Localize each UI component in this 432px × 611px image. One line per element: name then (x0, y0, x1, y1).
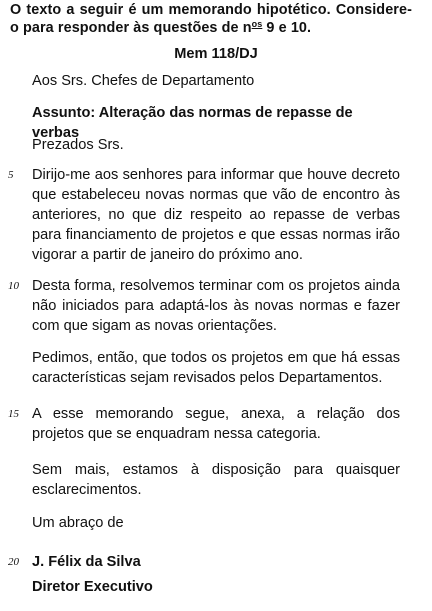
memo-paragraph: Pedimos, então, que todos os projetos em que há essas características sejam revisados pelos Departamentos. (32, 350, 400, 386)
instructions-text-end: 9 e 10. (262, 20, 312, 36)
memo-subject: Assunto: Alteração das normas de repasse de verbas (32, 105, 353, 141)
memo-paragraph: Dirijo-me aos senhores para informar que houve decreto que estabeleceu novas normas que vão de encontro às anteriores, no que diz respeito ao repasse de verbas para financiamento de projetos e que essas normas irão vigorar a partir de janeiro do próximo ano. (32, 167, 400, 263)
question-instructions (10, 1, 412, 37)
signature-name: J. Félix da Silva (32, 554, 141, 570)
memo-paragraph: A esse memorando segue, anexa, a relação dos projetos que se enquadram nessa categoria. (32, 406, 400, 442)
memo-title: Mem 118/DJ (174, 46, 258, 62)
memo-addressee: Aos Srs. Chefes de Departamento (32, 73, 255, 89)
memo-greeting: Prezados Srs. (32, 137, 124, 153)
line-number: 5 (8, 169, 14, 181)
line-number: 20 (8, 556, 19, 568)
line-number: 15 (8, 408, 19, 420)
memo-paragraph: Desta forma, resolvemos terminar com os projetos ainda não iniciados para adaptá-los às novas normas e fazer com que sigam as novas orientações. (32, 278, 400, 334)
memo-closing: Um abraço de (32, 515, 124, 531)
line-number: 10 (8, 280, 19, 292)
signature-title: Diretor Executivo (32, 579, 153, 595)
memo-paragraph: Sem mais, estamos à disposição para quaisquer esclarecimentos. (32, 462, 400, 498)
instructions-superscript: os (251, 19, 263, 29)
instructions-text: O texto a seguir é um memorando hipotético. Considere-o para responder às questões de n (10, 2, 412, 36)
